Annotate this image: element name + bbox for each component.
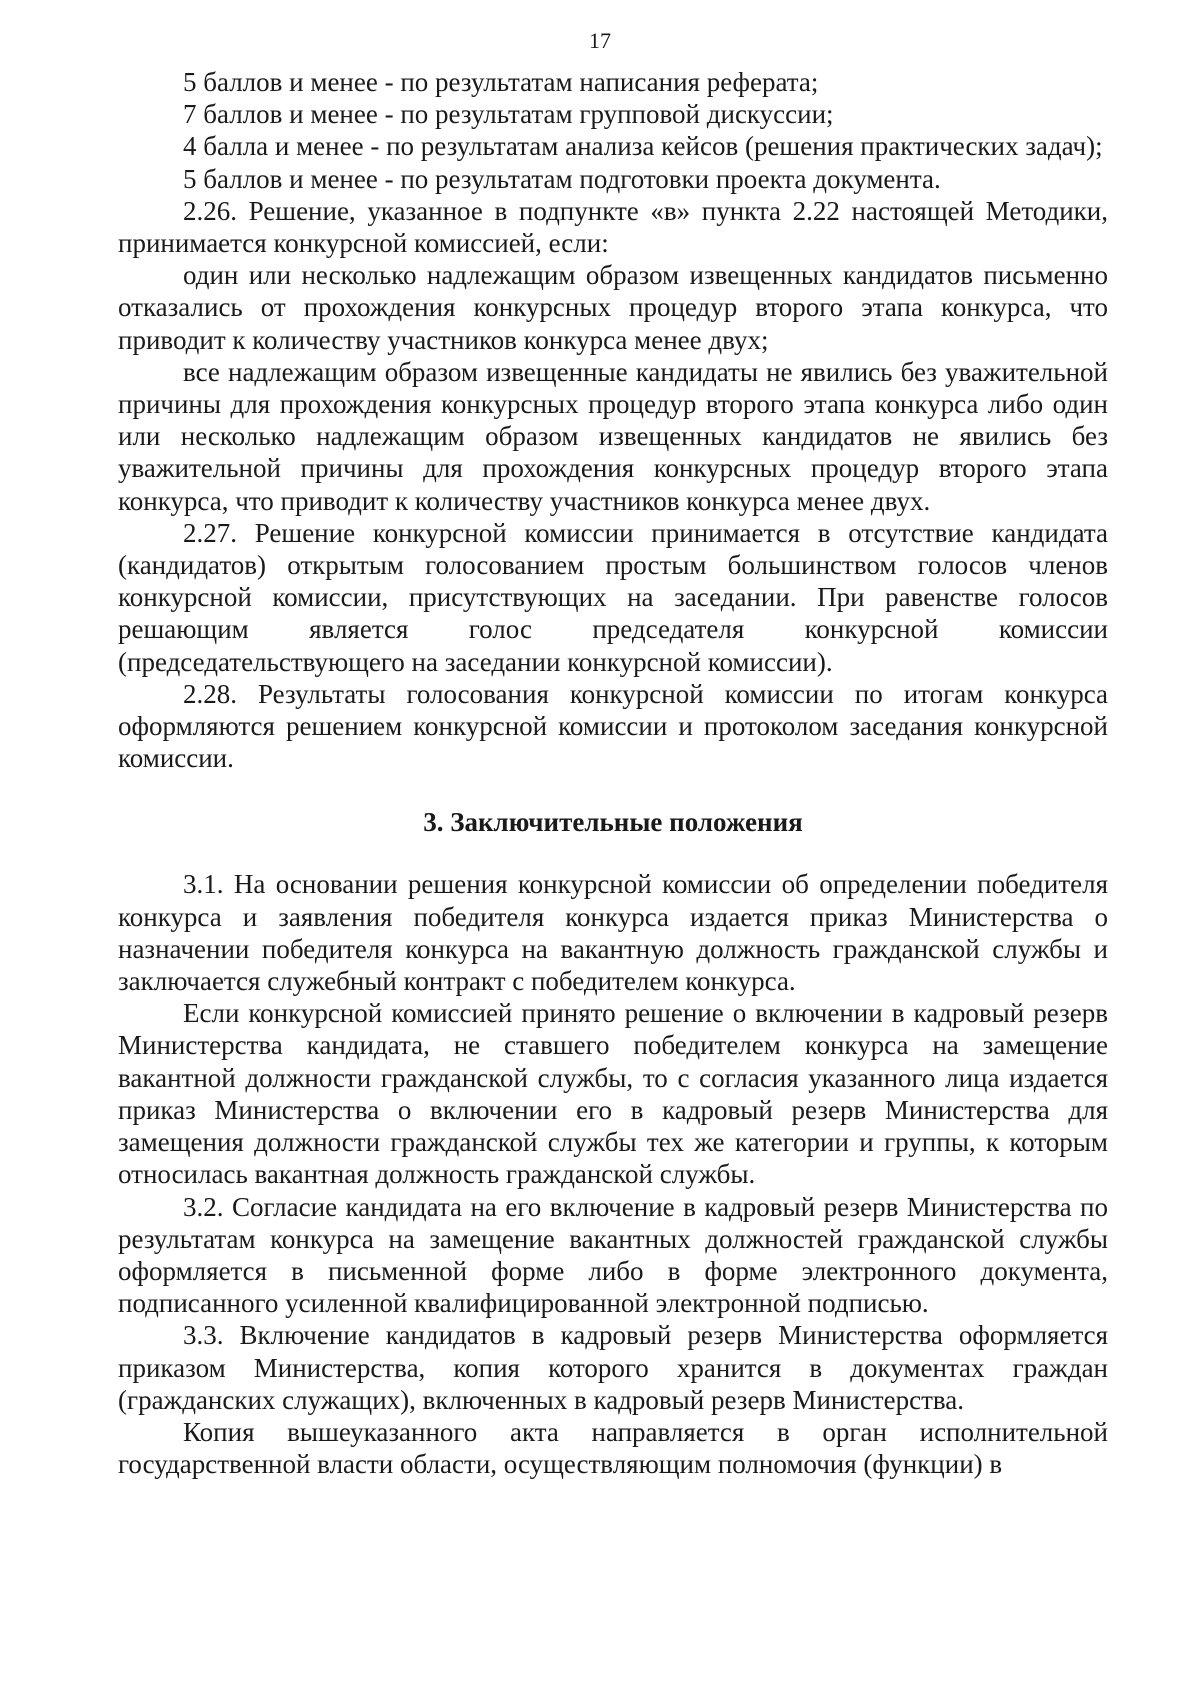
paragraph: один или несколько надлежащим образом извещенных кандидатов письменно отказались от прохождения конкурсных процедур второго этапа конкурса, что приводит к количеству участников конкурса менее двух; — [118, 260, 1108, 355]
paragraph-3-1: 3.1. На основании решения конкурсной комиссии об определении победителя конкурса и заявления победителя конкурса издается приказ Министерства о назначении победителя конкурса на вакантную должность гражданской службы и заключается служебный контракт с победителем конкурса. — [118, 869, 1108, 997]
paragraph: все надлежащим образом извещенные кандидаты не явились без уважительной причины для прохождения конкурсных процедур второго этапа конкурса либо один или несколько надлежащим образом извещенных кандидатов не явились без уважительной причины для прохождения конкурсных процедур второго этапа конкурса, что приводит к количеству участников конкурса менее двух. — [118, 356, 1108, 516]
section-title: 3. Заключительные положения — [423, 807, 803, 838]
paragraph: 7 баллов и менее - по результатам групповой дискуссии; — [183, 99, 834, 130]
paragraph-2-27: 2.27. Решение конкурсной комиссии принимается в отсутствие кандидата (кандидатов) открытым голосованием простым большинством голосов членов конкурсной комиссии, присутствующих на заседании. При равенстве голосов решающим является голос председателя конкурсной комиссии (председательствующего на заседании конкурсной комиссии). — [118, 517, 1108, 677]
paragraph-2-28: 2.28. Результаты голосования конкурсной комиссии по итогам конкурса оформляются решением конкурсной комиссии и протоколом заседания конкурсной комиссии. — [118, 678, 1108, 774]
page-number: 17 — [589, 28, 611, 53]
paragraph-2-26: 2.26. Решение, указанное в подпункте «в» пункта 2.22 настоящей Методики, принимается конкурсной комиссией, если: — [118, 195, 1108, 259]
paragraph: Если конкурсной комиссией принято решение о включении в кадровый резерв Министерства кандидата, не ставшего победителем конкурса на замещение вакантной должности гражданской службы, то с согласия указанного лица издается приказ Министерства о включении его в кадровый резерв Министерства для замещения должности гражданской службы тех же категории и группы, к которым относилась вакантная должность гражданской службы. — [118, 998, 1108, 1190]
paragraph: 4 балла и менее - по результатам анализа кейсов (решения практических задач); — [183, 131, 1103, 162]
paragraph-3-3: 3.3. Включение кандидатов в кадровый резерв Министерства оформляется приказом Министерства, копия которого хранится в документах граждан (гражданских служащих), включенных в кадровый резерв Министерства. — [118, 1320, 1108, 1415]
paragraph-3-2: 3.2. Согласие кандидата на его включение в кадровый резерв Министерства по результатам конкурса на замещение вакантных должностей гражданской службы оформляется в письменной форме либо в форме электронного документа, подписанного усиленной квалифицированной электронной подписью. — [118, 1191, 1108, 1319]
paragraph: Копия вышеуказанного акта направляется в орган исполнительной государственной власти области, осуществляющим полномочия (функции) в — [118, 1416, 1108, 1480]
paragraph: 5 баллов и менее - по результатам подготовки проекта документа. — [183, 163, 941, 194]
document-body — [118, 66, 1108, 1480]
paragraph: 5 баллов и менее - по результатам написания реферата; — [183, 67, 819, 97]
